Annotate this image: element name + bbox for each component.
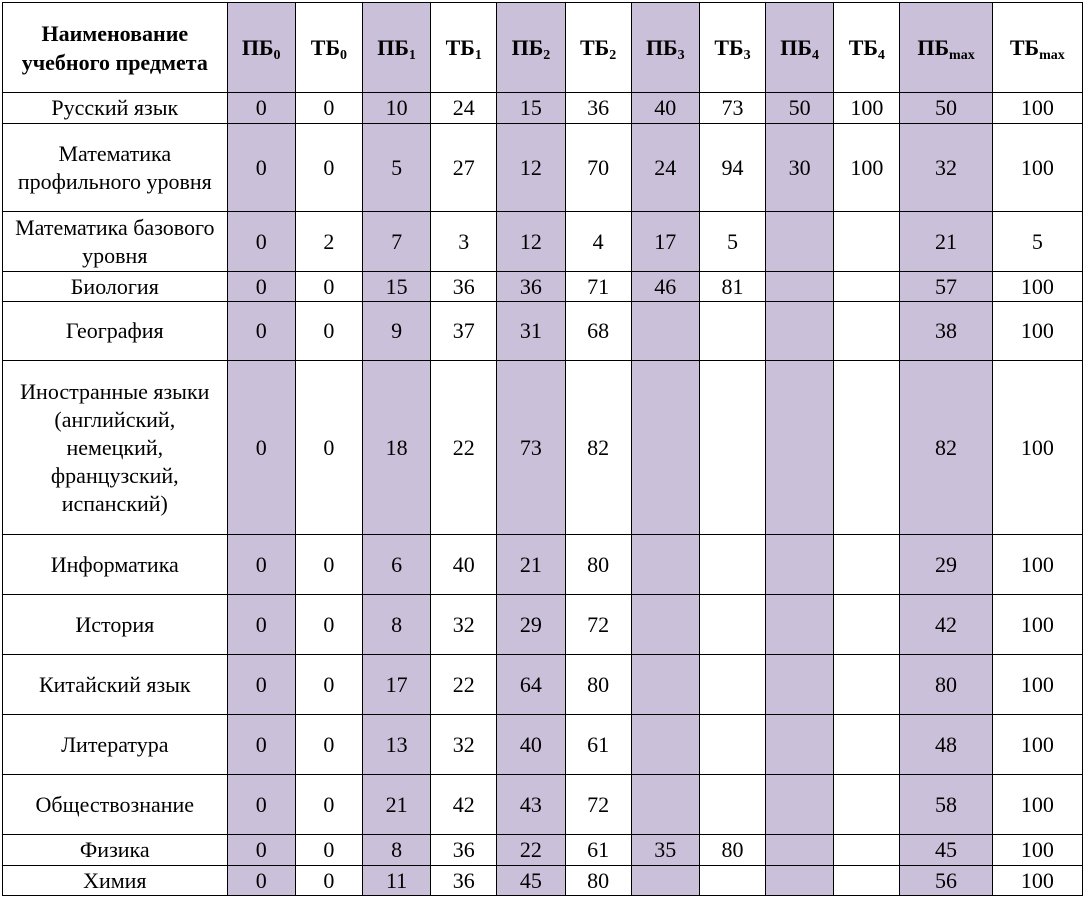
column-header-tb-0 xyxy=(295,3,362,93)
score-cell xyxy=(766,866,834,896)
subject-cell: Биология xyxy=(3,272,228,302)
score-cell: 50 xyxy=(900,93,992,124)
score-cell: 32 xyxy=(900,124,992,212)
score-cell: 0 xyxy=(295,775,362,835)
score-cell: 100 xyxy=(992,124,1082,212)
column-header-subscript: 1 xyxy=(474,47,482,63)
score-cell: 13 xyxy=(362,715,430,775)
score-cell: 0 xyxy=(227,361,295,535)
column-header-base: ТБ xyxy=(310,34,340,60)
table-row xyxy=(3,93,1083,124)
score-cell xyxy=(834,272,900,302)
column-header-pb-0 xyxy=(227,3,295,93)
column-header-subscript: 0 xyxy=(339,47,347,63)
column-header-pb-1 xyxy=(362,3,430,93)
score-cell xyxy=(699,775,765,835)
subject-cell: География xyxy=(3,302,228,361)
score-cell xyxy=(766,361,834,535)
score-cell xyxy=(766,272,834,302)
score-cell xyxy=(834,212,900,272)
score-cell: 0 xyxy=(295,124,362,212)
score-cell xyxy=(766,595,834,655)
column-header-subscript: max xyxy=(1039,47,1065,63)
score-cell: 27 xyxy=(431,124,497,212)
score-cell: 5 xyxy=(362,124,430,212)
subject-cell: Математика базового уровня xyxy=(3,212,228,272)
score-cell: 0 xyxy=(227,595,295,655)
subject-cell: Математика профильного уровня xyxy=(3,124,228,212)
score-cell: 0 xyxy=(227,866,295,896)
score-cell: 12 xyxy=(497,212,565,272)
score-cell: 31 xyxy=(497,302,565,361)
column-header-subscript: 3 xyxy=(677,47,685,63)
score-cell: 46 xyxy=(631,272,699,302)
score-cell xyxy=(834,866,900,896)
score-cell: 0 xyxy=(295,715,362,775)
score-cell xyxy=(699,535,765,595)
column-header-base: ПБ xyxy=(511,34,544,60)
score-cell xyxy=(766,835,834,866)
score-cell: 61 xyxy=(565,835,631,866)
column-header-base: ПБ xyxy=(917,34,950,60)
score-cell: 82 xyxy=(900,361,992,535)
score-cell: 0 xyxy=(295,272,362,302)
score-cell: 72 xyxy=(565,775,631,835)
table-row xyxy=(3,715,1083,775)
subject-cell: Иностранные языки (английский, немецкий, французский, испанский) xyxy=(3,361,228,535)
score-cell: 0 xyxy=(295,866,362,896)
score-cell: 21 xyxy=(900,212,992,272)
score-cell: 35 xyxy=(631,835,699,866)
score-cell: 40 xyxy=(431,535,497,595)
score-cell: 100 xyxy=(992,302,1082,361)
score-cell xyxy=(834,595,900,655)
score-cell: 57 xyxy=(900,272,992,302)
table-body xyxy=(3,93,1083,896)
score-cell: 100 xyxy=(992,866,1082,896)
score-cell: 45 xyxy=(900,835,992,866)
column-header-base: ТБ xyxy=(579,34,610,60)
score-cell: 36 xyxy=(431,272,497,302)
score-cell: 36 xyxy=(565,93,631,124)
score-cell: 80 xyxy=(699,835,765,866)
score-cell: 0 xyxy=(227,272,295,302)
score-cell: 4 xyxy=(565,212,631,272)
score-cell xyxy=(631,302,699,361)
score-cell: 73 xyxy=(497,361,565,535)
column-header-tb-1 xyxy=(431,3,497,93)
score-cell xyxy=(766,212,834,272)
score-cell xyxy=(766,655,834,715)
table-row xyxy=(3,124,1083,212)
score-cell: 29 xyxy=(900,535,992,595)
score-cell xyxy=(766,715,834,775)
score-cell: 94 xyxy=(699,124,765,212)
column-header-pb-max xyxy=(900,3,992,93)
table-row xyxy=(3,535,1083,595)
subject-cell: Физика xyxy=(3,835,228,866)
column-header-tb-max xyxy=(992,3,1082,93)
score-cell: 100 xyxy=(834,93,900,124)
table-row xyxy=(3,361,1083,535)
score-cell xyxy=(699,595,765,655)
score-cell xyxy=(834,302,900,361)
score-cell xyxy=(699,302,765,361)
score-cell xyxy=(631,866,699,896)
score-cell: 6 xyxy=(362,535,430,595)
score-cell: 100 xyxy=(992,361,1082,535)
score-cell xyxy=(631,535,699,595)
score-cell: 73 xyxy=(699,93,765,124)
score-cell: 48 xyxy=(900,715,992,775)
score-cell xyxy=(834,535,900,595)
score-cell: 18 xyxy=(362,361,430,535)
column-header-tb-2 xyxy=(565,3,631,93)
score-cell: 37 xyxy=(431,302,497,361)
score-cell: 0 xyxy=(227,302,295,361)
score-cell: 0 xyxy=(295,535,362,595)
score-cell: 36 xyxy=(497,272,565,302)
score-cell: 58 xyxy=(900,775,992,835)
score-cell: 50 xyxy=(766,93,834,124)
score-cell: 15 xyxy=(497,93,565,124)
score-cell xyxy=(631,595,699,655)
table-row xyxy=(3,272,1083,302)
score-cell: 82 xyxy=(565,361,631,535)
score-cell: 100 xyxy=(834,124,900,212)
table-row xyxy=(3,595,1083,655)
score-cell: 8 xyxy=(362,835,430,866)
score-cell: 0 xyxy=(295,655,362,715)
score-cell: 72 xyxy=(565,595,631,655)
table-row xyxy=(3,655,1083,715)
score-cell: 0 xyxy=(227,535,295,595)
score-cell: 22 xyxy=(497,835,565,866)
score-cell: 7 xyxy=(362,212,430,272)
column-header-pb-3 xyxy=(631,3,699,93)
column-header-subscript: 4 xyxy=(811,47,819,63)
score-cell: 17 xyxy=(631,212,699,272)
score-cell xyxy=(834,775,900,835)
subject-cell: Обществознание xyxy=(3,775,228,835)
subject-cell: Русский язык xyxy=(3,93,228,124)
score-cell xyxy=(834,361,900,535)
score-cell xyxy=(631,655,699,715)
column-header-subscript: 2 xyxy=(543,47,551,63)
score-cell: 24 xyxy=(431,93,497,124)
column-header-subscript: max xyxy=(949,47,975,63)
score-cell: 42 xyxy=(900,595,992,655)
score-cell: 22 xyxy=(431,655,497,715)
score-cell xyxy=(766,775,834,835)
score-cell: 100 xyxy=(992,595,1082,655)
score-cell: 100 xyxy=(992,775,1082,835)
score-cell: 100 xyxy=(992,272,1082,302)
score-cell: 2 xyxy=(295,212,362,272)
score-cell: 30 xyxy=(766,124,834,212)
score-cell: 0 xyxy=(295,361,362,535)
score-cell: 38 xyxy=(900,302,992,361)
column-header-base: ПБ xyxy=(377,34,409,60)
score-cell: 21 xyxy=(362,775,430,835)
subject-cell: Информатика xyxy=(3,535,228,595)
score-cell: 40 xyxy=(631,93,699,124)
score-cell: 15 xyxy=(362,272,430,302)
table-header xyxy=(3,3,1083,93)
score-cell: 5 xyxy=(699,212,765,272)
score-cell xyxy=(699,655,765,715)
score-cell: 45 xyxy=(497,866,565,896)
score-cell: 71 xyxy=(565,272,631,302)
score-cell: 8 xyxy=(362,595,430,655)
score-cell: 100 xyxy=(992,535,1082,595)
column-header-subscript: 4 xyxy=(877,47,885,63)
score-cell: 0 xyxy=(227,124,295,212)
column-header-pb-4 xyxy=(766,3,834,93)
score-cell: 0 xyxy=(227,655,295,715)
score-cell: 100 xyxy=(992,715,1082,775)
column-header-subscript: 0 xyxy=(273,47,281,63)
column-header-base: ПБ xyxy=(645,34,678,60)
score-cell: 61 xyxy=(565,715,631,775)
score-cell: 0 xyxy=(295,835,362,866)
subject-cell: Китайский язык xyxy=(3,655,228,715)
table-row xyxy=(3,212,1083,272)
score-cell xyxy=(834,835,900,866)
table-row xyxy=(3,835,1083,866)
score-cell: 100 xyxy=(992,655,1082,715)
column-header-subscript: 2 xyxy=(609,47,617,63)
header-row xyxy=(3,3,1083,93)
score-cell: 100 xyxy=(992,835,1082,866)
score-cell xyxy=(699,715,765,775)
score-cell: 29 xyxy=(497,595,565,655)
score-cell: 80 xyxy=(900,655,992,715)
column-header-subscript: 3 xyxy=(743,47,751,63)
scores-table xyxy=(2,2,1083,896)
subject-cell: Химия xyxy=(3,866,228,896)
score-cell: 22 xyxy=(431,361,497,535)
score-cell: 0 xyxy=(295,595,362,655)
score-cell: 42 xyxy=(431,775,497,835)
score-cell xyxy=(631,361,699,535)
score-cell: 0 xyxy=(227,715,295,775)
score-cell xyxy=(699,866,765,896)
score-cell xyxy=(834,715,900,775)
column-header-base: ТБ xyxy=(1009,34,1040,60)
score-cell: 80 xyxy=(565,655,631,715)
score-cell: 0 xyxy=(227,775,295,835)
column-header-subscript: 1 xyxy=(408,47,416,63)
score-cell: 68 xyxy=(565,302,631,361)
score-cell xyxy=(834,655,900,715)
subject-cell: Литература xyxy=(3,715,228,775)
column-header-base: ТБ xyxy=(848,34,878,60)
column-header-pb-2 xyxy=(497,3,565,93)
score-cell: 32 xyxy=(431,715,497,775)
score-cell: 21 xyxy=(497,535,565,595)
column-header-base: ПБ xyxy=(780,34,812,60)
score-cell: 17 xyxy=(362,655,430,715)
score-cell xyxy=(631,715,699,775)
subject-cell: История xyxy=(3,595,228,655)
score-cell: 0 xyxy=(227,212,295,272)
score-cell: 81 xyxy=(699,272,765,302)
score-cell: 0 xyxy=(227,835,295,866)
subject-column-header: Наименование учебного предмета xyxy=(3,3,228,93)
score-cell: 0 xyxy=(295,93,362,124)
score-cell: 36 xyxy=(431,835,497,866)
score-cell: 10 xyxy=(362,93,430,124)
score-cell: 12 xyxy=(497,124,565,212)
score-cell: 3 xyxy=(431,212,497,272)
table-row xyxy=(3,866,1083,896)
column-header-base: ТБ xyxy=(445,34,475,60)
score-cell: 70 xyxy=(565,124,631,212)
score-cell xyxy=(766,302,834,361)
score-cell: 64 xyxy=(497,655,565,715)
score-cell: 24 xyxy=(631,124,699,212)
score-cell: 56 xyxy=(900,866,992,896)
score-cell: 0 xyxy=(295,302,362,361)
score-cell: 80 xyxy=(565,866,631,896)
score-cell xyxy=(631,775,699,835)
score-cell: 0 xyxy=(227,93,295,124)
score-cell: 5 xyxy=(992,212,1082,272)
score-cell: 11 xyxy=(362,866,430,896)
column-header-tb-3 xyxy=(699,3,765,93)
table-row xyxy=(3,775,1083,835)
score-cell xyxy=(766,535,834,595)
column-header-base: ПБ xyxy=(241,34,274,60)
score-cell: 43 xyxy=(497,775,565,835)
column-header-tb-4 xyxy=(834,3,900,93)
column-header-base: ТБ xyxy=(714,34,744,60)
score-cell: 40 xyxy=(497,715,565,775)
score-cell: 9 xyxy=(362,302,430,361)
score-cell: 32 xyxy=(431,595,497,655)
score-cell: 80 xyxy=(565,535,631,595)
score-cell: 100 xyxy=(992,93,1082,124)
score-cell: 36 xyxy=(431,866,497,896)
score-cell xyxy=(699,361,765,535)
table-row xyxy=(3,302,1083,361)
